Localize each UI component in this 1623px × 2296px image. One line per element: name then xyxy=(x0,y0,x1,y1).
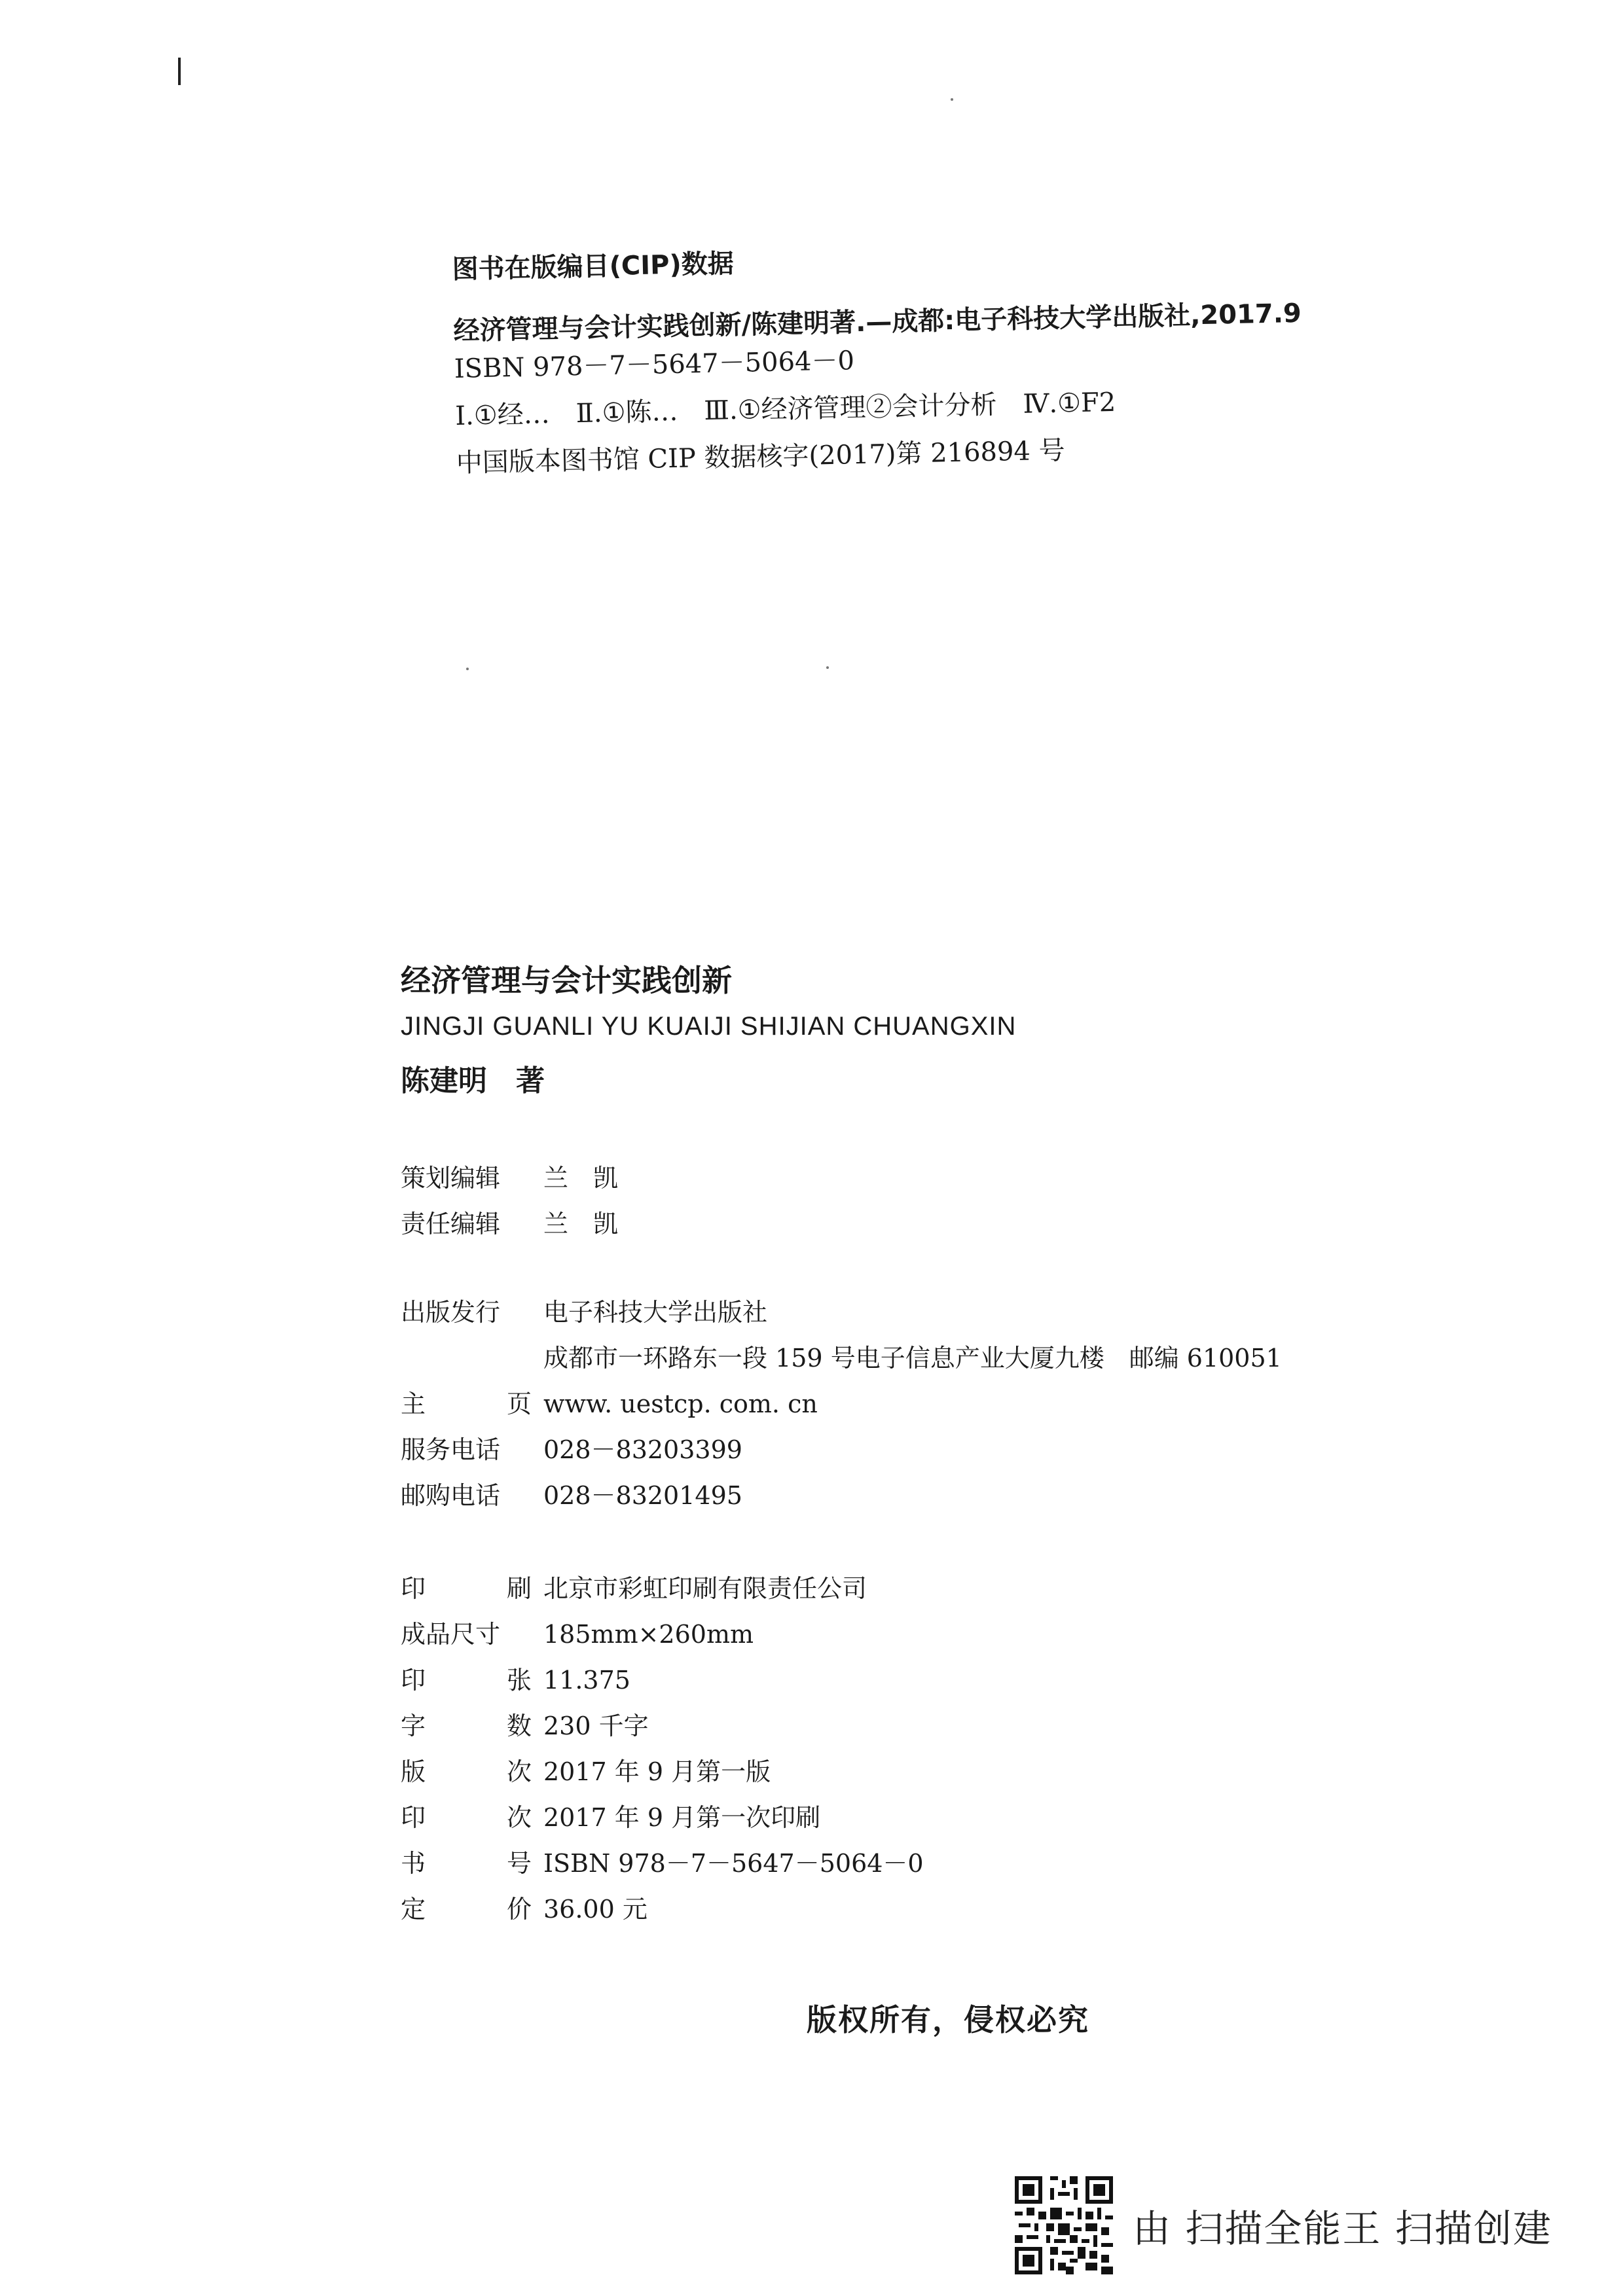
page-edge-mark xyxy=(178,58,181,85)
publisher-section xyxy=(401,1289,1383,1518)
edition-label: 版 次 xyxy=(401,1757,532,1786)
cip-heading: 图书在版编目(CIP)数据 xyxy=(452,248,735,285)
sheets-value: 11.375 xyxy=(543,1666,630,1695)
cip-catalog-number-line: 中国版本图书馆 CIP 数据核字(2017)第 216894 号 xyxy=(456,435,1066,478)
publisher-address-row xyxy=(401,1335,1383,1381)
copyright-notice: 版权所有，侵权必究 xyxy=(807,2002,1089,2037)
homepage-url: www. uestcp. com. cn xyxy=(543,1390,818,1418)
scan-speck xyxy=(951,98,953,101)
homepage-label: 主 页 xyxy=(401,1390,532,1418)
homepage-row xyxy=(401,1381,1383,1427)
isbn-row xyxy=(401,1840,1383,1886)
price-label: 定 价 xyxy=(401,1895,532,1924)
planning-editor-row xyxy=(401,1155,1383,1201)
publisher-name: 电子科技大学出版社 xyxy=(543,1298,768,1327)
publisher-label: 出版发行 xyxy=(401,1298,501,1327)
service-phone-label: 服务电话 xyxy=(401,1435,501,1464)
sheets-label: 印 张 xyxy=(401,1666,532,1695)
printer-label: 印 刷 xyxy=(401,1574,532,1603)
printer-row xyxy=(401,1566,1383,1611)
words-label: 字 数 xyxy=(401,1712,532,1740)
publisher-address: 成都市一环路东一段 159 号电子信息产业大厦九楼 邮编 610051 xyxy=(543,1344,1282,1372)
size-row xyxy=(401,1611,1383,1657)
scanner-watermark xyxy=(1015,2176,1552,2274)
impression-row xyxy=(401,1795,1383,1840)
book-author: 陈建明 著 xyxy=(401,1064,545,1098)
mail-phone: 028－83201495 xyxy=(543,1481,742,1510)
publisher-row xyxy=(401,1289,1383,1335)
responsible-editor-row xyxy=(401,1201,1383,1247)
book-title: 经济管理与会计实践创新 xyxy=(401,963,732,998)
mail-phone-label: 邮购电话 xyxy=(401,1481,501,1510)
impression-label: 印 次 xyxy=(401,1803,532,1832)
cip-title-line: 经济管理与会计实践创新/陈建明著.—成都:电子科技大学出版社,2017.9 xyxy=(453,298,1302,346)
isbn-value: ISBN 978－7－5647－5064－0 xyxy=(543,1849,924,1878)
book-title-pinyin: JINGJI GUANLI YU KUAIJI SHIJIAN CHUANGXIN xyxy=(401,1012,1017,1041)
qr-code-icon[interactable] xyxy=(1015,2176,1113,2274)
size-label: 成品尺寸 xyxy=(401,1620,501,1649)
edition-row xyxy=(401,1749,1383,1795)
size-value: 185mm×260mm xyxy=(543,1620,754,1649)
editors-section xyxy=(401,1155,1383,1247)
responsible-editor-value: 兰 凯 xyxy=(543,1210,619,1238)
words-value: 230 千字 xyxy=(543,1712,649,1740)
price-value: 36.00 元 xyxy=(543,1895,647,1924)
cip-classification-line: Ⅰ.①经… Ⅱ.①陈… Ⅲ.①经济管理②会计分析 Ⅳ.①F2 xyxy=(454,387,1116,431)
printer-value: 北京市彩虹印刷有限责任公司 xyxy=(543,1574,867,1603)
cip-isbn-line: ISBN 978－7－5647－5064－0 xyxy=(454,346,855,384)
impression-value: 2017 年 9 月第一次印刷 xyxy=(543,1803,821,1832)
service-phone: 028－83203399 xyxy=(543,1435,742,1464)
responsible-editor-label: 责任编辑 xyxy=(401,1210,501,1238)
planning-editor-value: 兰 凯 xyxy=(543,1164,619,1193)
price-row xyxy=(401,1886,1383,1932)
edition-value: 2017 年 9 月第一版 xyxy=(543,1757,771,1786)
mail-phone-row xyxy=(401,1473,1383,1518)
planning-editor-label: 策划编辑 xyxy=(401,1164,501,1193)
scanner-watermark-text: 由 扫描全能王 扫描创建 xyxy=(1133,2206,1552,2251)
scan-speck xyxy=(466,668,469,670)
isbn-label: 书 号 xyxy=(401,1849,532,1878)
service-phone-row xyxy=(401,1427,1383,1473)
book-title-block xyxy=(401,957,1016,1099)
printing-section xyxy=(401,1566,1383,1932)
words-row xyxy=(401,1703,1383,1749)
scan-speck xyxy=(826,666,829,669)
sheets-row xyxy=(401,1657,1383,1703)
cip-data-block xyxy=(452,229,1386,482)
